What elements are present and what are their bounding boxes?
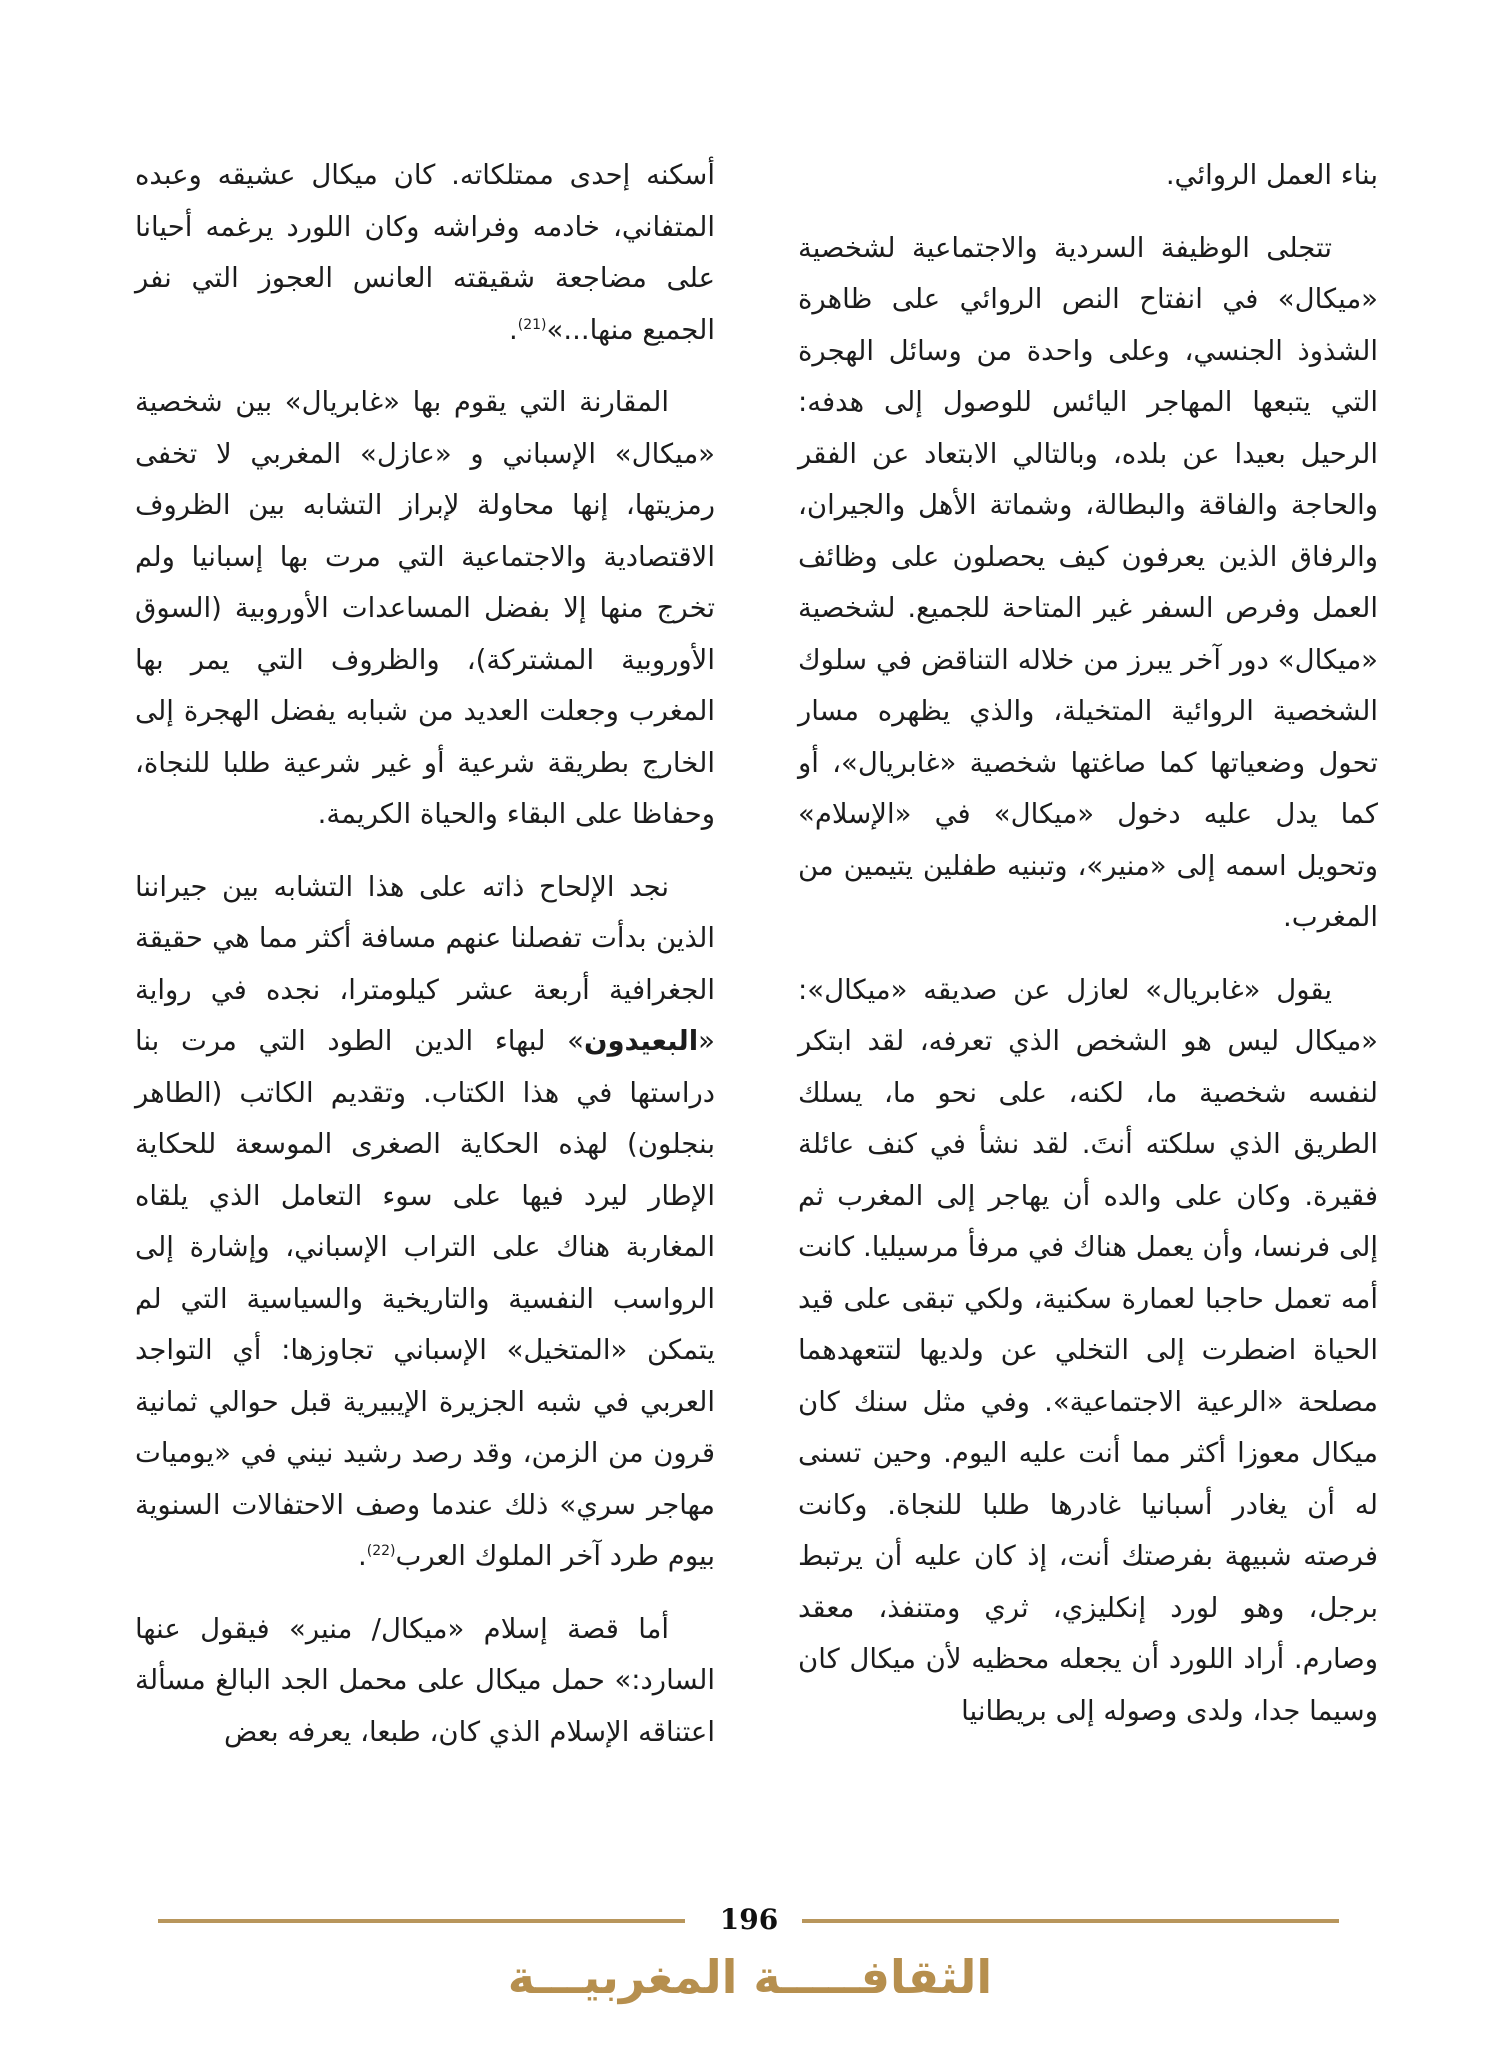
novel-title: البعيدون [583,1025,699,1057]
footnote-marker: (22) [366,1542,396,1559]
magazine-title-logo: الثقافـــــة المغربيـــة [507,1950,993,2004]
footer-rule-right [802,1919,1339,1923]
paragraph: يقول «غابريال» لعازل عن صديقه «ميكال»: «ميكال ليس هو الشخص الذي تعرفه، لقد ابتكر لنفسه شخصية ما، لكنه، على نحو ما، يسلك الطريق الذي سلكته أنتَ. لقد نشأ في كنف عائلة فقيرة. وكان على والده أن يهاجر إلى المغرب ثم إلى فرنسا، وأن يعمل هناك في مرفأ مرسيليا. كانت أمه تعمل حاجبا لعمارة سكنية، ولكي تبقى على قيد الحياة اضطرت إلى التخلي عن ولديها لتتعهدهما مصلحة «الرعية الاجتماعية». وفي مثل سنك كان ميكال معوزا أكثر مما أنت عليه اليوم. وحين تسنى له أن يغادر أسبانيا غادرها طلبا للنجاة. وكانت فرصته شبيهة بفرصتك أنت، إذ كان عليه أن يرتبط برجل، وهو لورد إنكليزي، ثري ومتنفذ، معقد وصارم. أراد اللورد أن يجعله محظيه لأن ميكال كان وسيما جدا، ولدى وصوله إلى بريطانيا [798,973,1378,1727]
paragraph: المقارنة التي يقوم بها «غابريال» بين شخصية «ميكال» الإسباني و «عازل» المغربي لا تخفى رمزيتها، إنها محاولة لإبراز التشابه بين الظروف الاقتصادية والاجتماعية التي مرت بها إسبانيا ولم تخرج منها إلا بفضل المساعدات الأوروبية (السوق الأوروبية المشتركة)، والظروف التي يمر بها المغرب وجعلت العديد من شبابه يفضل الهجرة إلى الخارج بطريقة شرعية أو غير شرعية طلبا للنجاة، وحفاظا على البقاء والحياة الكريمة. [135,386,715,830]
paragraph: أما قصة إسلام «ميكال/ منير» فيقول عنها السارد:» حمل ميكال على محمل الجد البالغ مسألة اعتناقه الإسلام الذي كان، طبعا، يعرفه بعض [135,1612,715,1748]
paragraph: بناء العمل الروائي. [1165,159,1378,191]
left-column [135,150,715,1779]
paragraph-text: أسكنه إحدى ممتلكاته. كان ميكال عشيقه وعبده المتفاني، خادمه وفراشه وكان اللورد يرغمه أحيانا على مضاجعة شقيقته العانس العجوز التي نفر الجميع منها...» [135,159,715,346]
footer-rule-left [158,1919,685,1923]
paragraph-text: » لبهاء الدين الطود التي مرت بنا دراستها في هذا الكتاب. وتقديم الكاتب (الطاهر بنجلون) لهذه الحكاية الصغرى الموسعة للحكاية الإطار ليرد فيها على سوء التعامل الذي يلقاه المغاربة هناك على التراب الإسباني، وإشارة إلى الرواسب النفسية والتاريخية والسياسية التي لم يتمكن «المتخيل» الإسباني تجاوزها: أي التواجد العربي في شبه الجزيرة الإيبيرية قبل حوالي ثمانية قرون من الزمن، وقد رصد رشيد نيني في «يوميات مهاجر سري» ذلك عندما وصف الاحتفالات السنوية بيوم طرد آخر الملوك العرب [135,1025,715,1572]
footnote-marker: (21) [517,316,547,333]
paragraph: تتجلى الوظيفة السردية والاجتماعية لشخصية «ميكال» في انفتاح النص الروائي على ظاهرة الشذوذ الجنسي، وعلى واحدة من وسائل الهجرة التي يتبعها المهاجر اليائس للوصول إلى هدفه: الرحيل بعيدا عن بلده، وبالتالي الابتعاد عن الفقر والحاجة والفاقة والبطالة، وشماتة الأهل والجيران، والرفاق الذين يعرفون كيف يحصلون على وظائف العمل وفرص السفر غير المتاحة للجميع. لشخصية «ميكال» دور آخر يبرز من خلاله التناقض في سلوك الشخصية الروائية المتخيلة، والذي يظهره مسار تحول وضعياتها كما صاغتها شخصية «غابريال»، أو كما يدل عليه دخول «ميكال» في «الإسلام» وتحويل اسمه إلى «منير»، وتبنيه طفلين يتيمين من المغرب. [798,231,1378,933]
paragraph: أسكنه إحدى ممتلكاته. كان ميكال عشيقه وعبده المتفاني، خادمه وفراشه وكان اللورد يرغمه أحيانا على مضاجعة شقيقته العانس العجوز التي نفر الجميع منها...»$^{(21)}$. [135,159,715,346]
page-number: 196 [719,1903,779,1936]
paragraph: نجد الإلحاح ذاته على هذا التشابه بين جيراننا الذين بدأت تفصلنا عنهم مسافة أكثر مما هي حقيقة الجغرافية أربعة عشر كيلومترا، نجده في رواية «البعيدون» لبهاء الدين الطود التي مرت بنا دراستها في هذا الكتاب. وتقديم الكاتب (الطاهر بنجلون) لهذه الحكاية الصغرى الموسعة للحكاية الإطار ليرد فيها على سوء التعامل الذي يلقاه المغاربة هناك على التراب الإسباني، وإشارة إلى الرواسب النفسية والتاريخية والسياسية التي لم يتمكن «المتخيل» الإسباني تجاوزها: أي التواجد العربي في شبه الجزيرة الإيبيرية قبل حوالي ثمانية قرون من الزمن، وقد رصد رشيد نيني في «يوميات مهاجر سري» ذلك عندما وصف الاحتفالات السنوية بيوم طرد آخر الملوك العرب$^{(22)}$. [135,870,715,1572]
right-column [798,150,1378,1758]
paragraph-text: نجد الإلحاح ذاته على هذا التشابه بين جيراننا الذين بدأت تفصلنا عنهم مسافة أكثر مما هي حقيقة الجغرافية أربعة عشر كيلومترا، نجده في رواية « [135,870,715,1057]
